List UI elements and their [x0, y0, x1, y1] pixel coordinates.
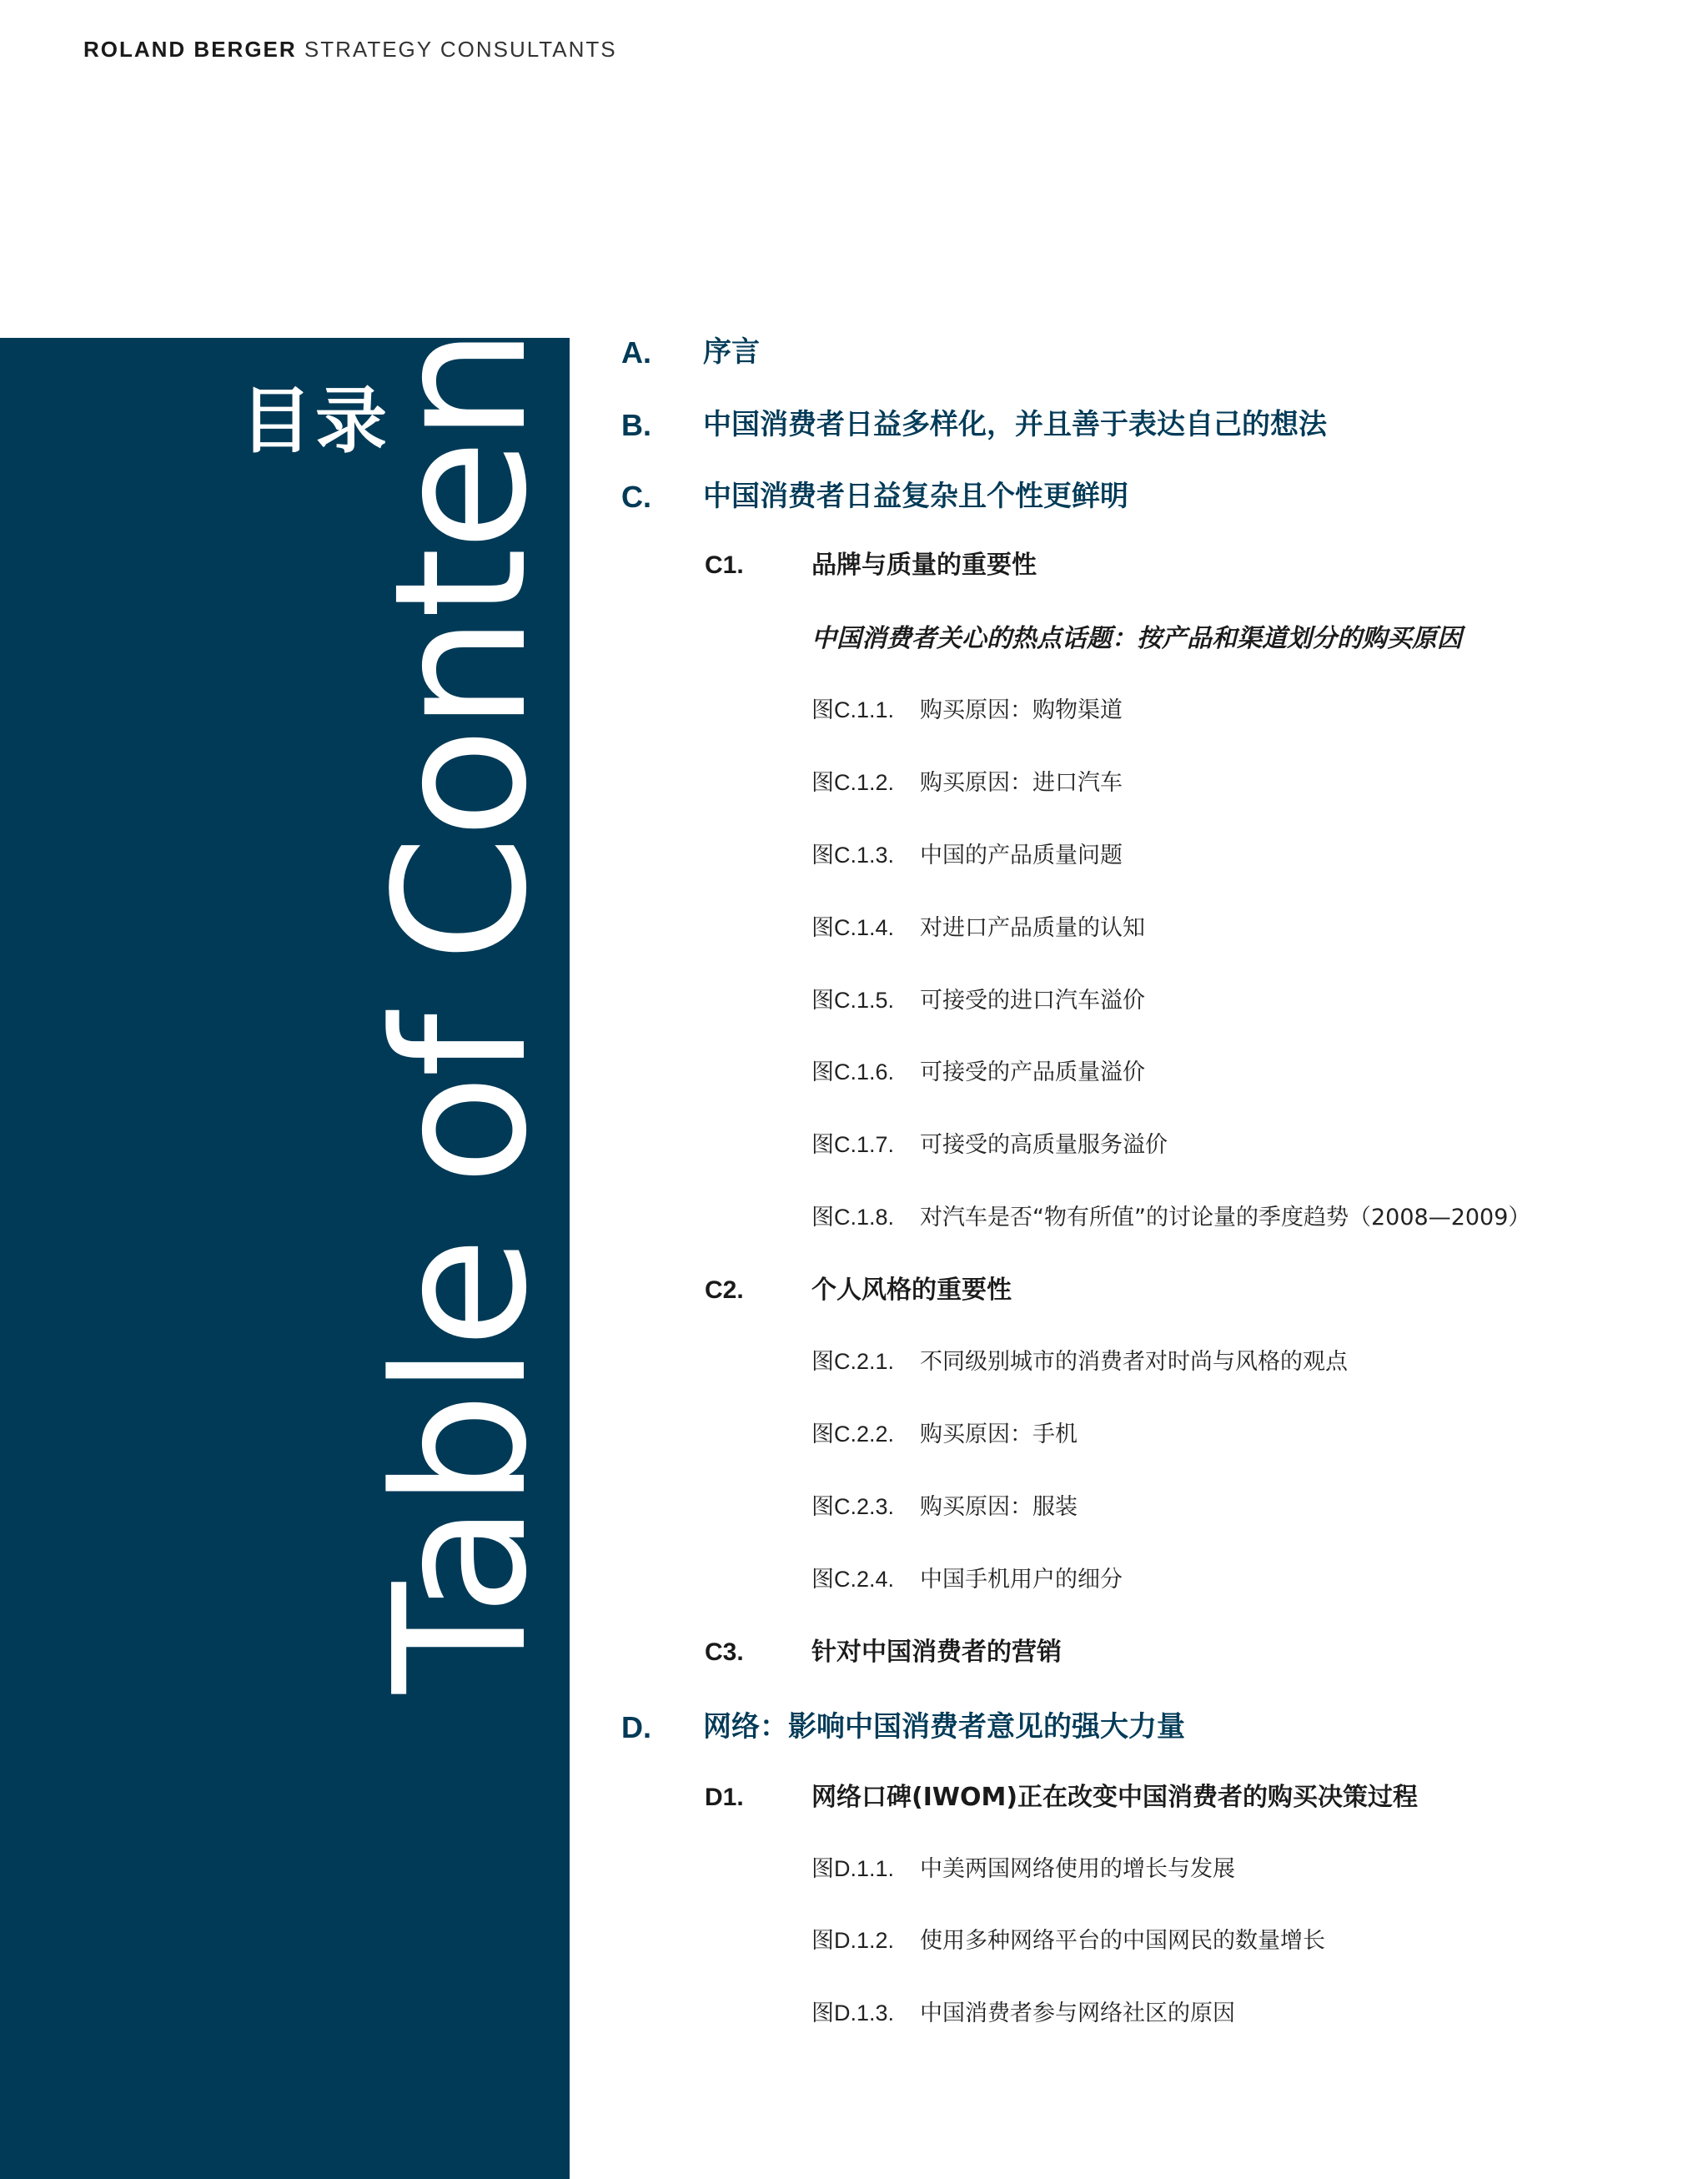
toc-title-en: Table of Contents — [356, 170, 567, 1693]
brand-name: ROLAND BERGER — [83, 37, 297, 62]
toc-code: A. — [621, 335, 651, 370]
toc-code: 图C.2.1. — [811, 1349, 895, 1374]
toc-code: 图C.1.3. — [811, 843, 895, 868]
toc-code: C. — [621, 480, 651, 514]
toc-label: 网络：影响中国消费者意见的强大力量 — [703, 1710, 1185, 1744]
toc-label: 中国手机用户的细分 — [920, 1567, 1123, 1593]
toc-label: 可接受的高质量服务溢价 — [920, 1132, 1168, 1158]
toc-label: 使用多种网络平台的中国网民的数量增长 — [920, 1928, 1325, 1954]
toc-label: 购买原因：手机 — [920, 1422, 1078, 1447]
toc-label: 个人风格的重要性 — [811, 1276, 1012, 1305]
toc-code: C1. — [705, 551, 744, 579]
toc-code: D. — [621, 1710, 651, 1744]
toc-code: 图C.2.4. — [811, 1567, 895, 1592]
toc-label: 对进口产品质量的认知 — [920, 915, 1145, 941]
toc-code: 图C.1.1. — [811, 697, 895, 722]
toc-label: 可接受的进口汽车溢价 — [920, 988, 1145, 1014]
toc-label: 品牌与质量的重要性 — [811, 551, 1037, 580]
toc-code: C2. — [705, 1276, 744, 1304]
toc-code: 图C.1.8. — [811, 1205, 895, 1230]
toc-code: 图C.1.5. — [811, 988, 895, 1013]
toc-label: 中国消费者参与网络社区的原因 — [920, 2000, 1235, 2026]
toc-code: 图C.1.6. — [811, 1059, 895, 1084]
toc-label: 可接受的产品质量溢价 — [920, 1059, 1145, 1085]
toc-title-cn: 目录 — [240, 380, 390, 463]
toc-label: 中国的产品质量问题 — [920, 843, 1123, 868]
toc-code: C3. — [705, 1638, 744, 1666]
toc-label: 中美两国网络使用的增长与发展 — [920, 1856, 1235, 1882]
toc-label: 序言 — [703, 335, 760, 369]
toc-code: 图D.1.1. — [811, 1856, 895, 1881]
toc-code: 图D.1.2. — [811, 1928, 895, 1953]
toc-code: 图C.1.4. — [811, 915, 895, 940]
toc-label: 中国消费者日益复杂且个性更鲜明 — [703, 480, 1128, 513]
toc-code: 图C.1.2. — [811, 770, 895, 795]
toc-label: 购买原因：进口汽车 — [920, 770, 1123, 796]
toc-label: 针对中国消费者的营销 — [811, 1638, 1062, 1667]
toc-code: 图C.2.2. — [811, 1422, 895, 1447]
toc-code: D1. — [705, 1784, 744, 1811]
toc-label: 对汽车是否“物有所值”的讨论量的季度趋势（2008—2009） — [920, 1205, 1531, 1230]
toc-code: 图C.2.3. — [811, 1494, 895, 1519]
toc-code: B. — [621, 408, 651, 442]
toc-label: 网络口碑(IWOM)正在改变中国消费者的购买决策过程 — [811, 1783, 1419, 1812]
toc-label: 中国消费者日益多样化，并且善于表达自己的想法 — [703, 408, 1327, 441]
toc-label: 购买原因：服装 — [920, 1494, 1078, 1520]
toc-code: 图D.1.3. — [811, 2000, 895, 2026]
toc-label: 不同级别城市的消费者对时尚与风格的观点 — [920, 1349, 1348, 1375]
toc-label: 中国消费者关心的热点话题：按产品和渠道划分的购买原因 — [811, 624, 1462, 653]
toc-code: 图C.1.7. — [811, 1132, 895, 1157]
brand-tagline: STRATEGY CONSULTANTS — [304, 37, 617, 62]
toc-label: 购买原因：购物渠道 — [920, 697, 1123, 723]
